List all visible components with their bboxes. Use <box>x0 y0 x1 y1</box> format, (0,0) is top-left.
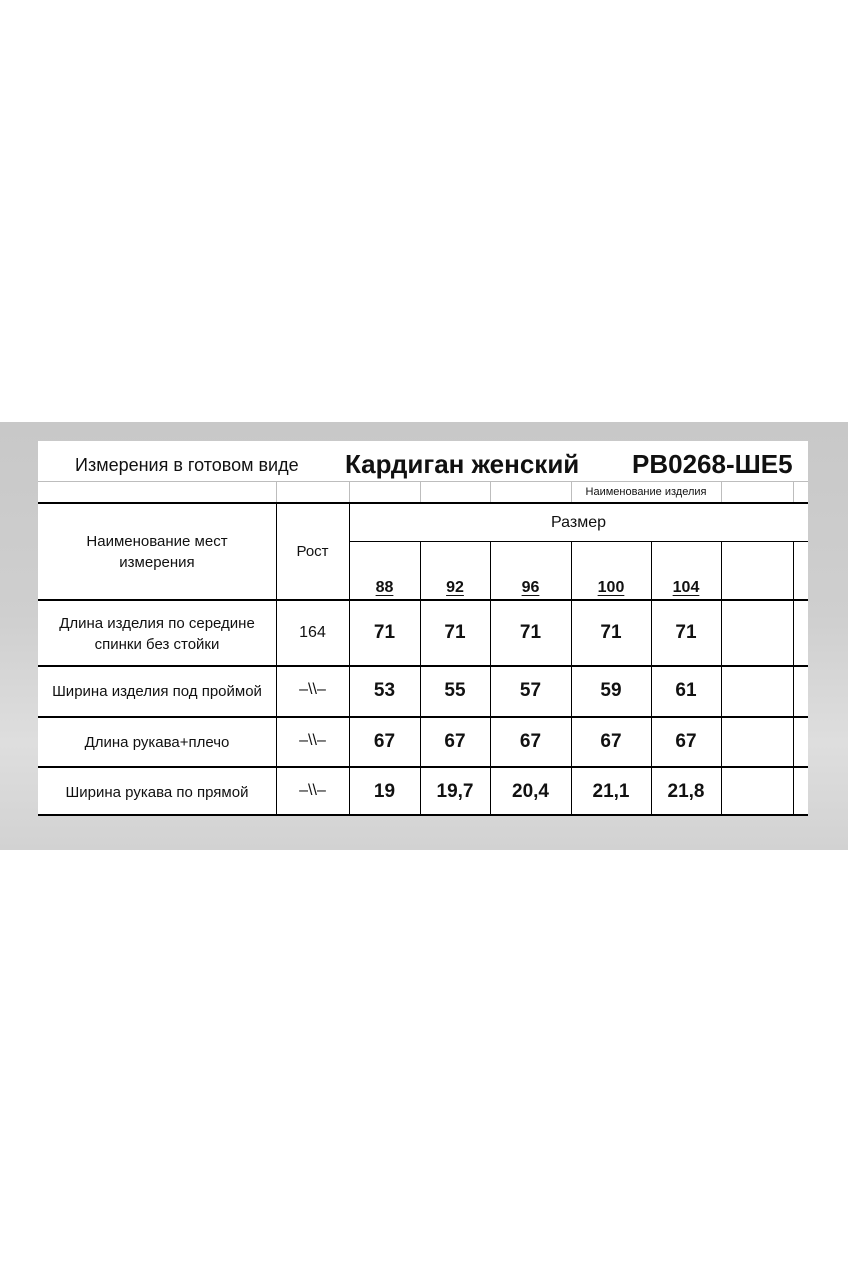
cell-value: 53 <box>373 680 396 701</box>
grid-line <box>490 481 491 502</box>
grid-line <box>38 481 808 482</box>
size-label: 100 <box>597 579 625 596</box>
row-rost: –\\– <box>299 782 326 799</box>
row-label: Длина изделия по середине <box>59 615 255 632</box>
cell-value: 71 <box>675 622 697 643</box>
row-rost: –\\– <box>299 732 326 749</box>
product-caption: Наименование изделия <box>585 486 707 498</box>
grid-line <box>571 481 572 502</box>
cell-value: 57 <box>519 680 542 701</box>
product-title: Кардиган женский <box>345 449 580 479</box>
cell-value: 67 <box>600 731 622 752</box>
cell-value: 21,1 <box>592 781 630 802</box>
size-label: 96 <box>521 579 540 596</box>
cell-value: 67 <box>519 731 542 752</box>
cell-value: 71 <box>373 622 396 643</box>
product-code: РВ0268-ШЕ5 <box>632 449 793 479</box>
cell-value: 71 <box>444 622 466 643</box>
row-divider <box>38 599 808 601</box>
size-label: 88 <box>375 579 394 596</box>
col-divider <box>349 502 350 816</box>
row-rost: –\\– <box>299 681 326 698</box>
row-label: спинки без стойки <box>94 636 220 653</box>
row-label: Ширина изделия под проймой <box>52 683 262 700</box>
col-divider <box>721 541 722 816</box>
cell-value: 71 <box>519 622 542 643</box>
col-header-size: Размер <box>551 514 606 531</box>
size-label: 92 <box>446 579 464 596</box>
col-header-place-line1: Наименование мест <box>86 533 228 550</box>
cell-value: 61 <box>675 680 697 701</box>
grid-line <box>793 481 794 502</box>
cell-value: 67 <box>444 731 466 752</box>
size-header-line <box>349 541 808 542</box>
size-label: 104 <box>672 579 700 596</box>
cell-value: 21,8 <box>667 781 705 802</box>
table-border-bottom <box>38 814 808 816</box>
cell-value: 19,7 <box>436 781 474 802</box>
row-label: Длина рукава+плечо <box>84 734 230 751</box>
row-label: Ширина рукава по прямой <box>65 784 249 801</box>
cell-value: 55 <box>444 680 466 701</box>
row-divider <box>38 716 808 718</box>
grid-line <box>721 481 722 502</box>
cell-value: 20,4 <box>512 781 549 802</box>
grid-line <box>349 481 350 502</box>
col-divider <box>793 541 794 816</box>
col-header-place-line2: измерения <box>119 554 195 571</box>
row-rost: 164 <box>299 624 326 641</box>
grid-line <box>276 481 277 502</box>
cell-value: 19 <box>373 781 396 802</box>
cell-value: 67 <box>675 731 697 752</box>
cell-value: 71 <box>600 622 622 643</box>
row-divider <box>38 766 808 768</box>
cell-value: 67 <box>373 731 396 752</box>
grid-line <box>420 481 421 502</box>
row-divider <box>38 665 808 667</box>
cell-value: 59 <box>600 680 622 701</box>
col-header-rost: Рост <box>296 543 329 560</box>
measure-title: Измерения в готовом виде <box>75 455 299 475</box>
table-border-top <box>38 502 808 504</box>
size-chart-sheet <box>38 441 808 816</box>
